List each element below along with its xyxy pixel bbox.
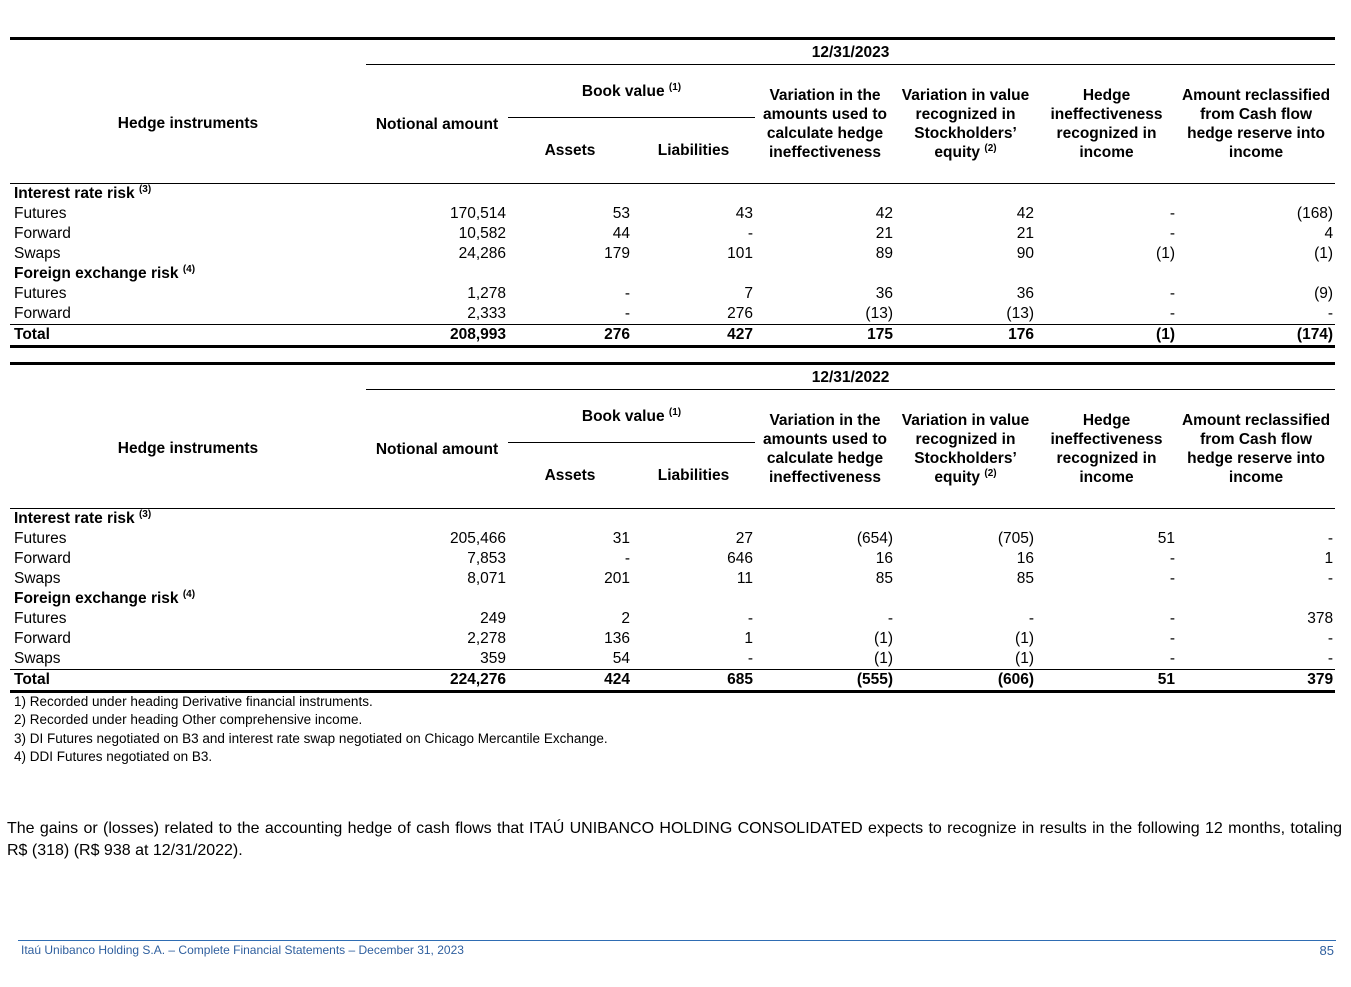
- cell-value: (1): [874, 630, 893, 647]
- total-label: Total: [10, 670, 366, 692]
- row-label: Forward: [14, 630, 71, 647]
- col-book-value: [508, 390, 755, 443]
- table-row: [10, 224, 1335, 244]
- cell-value: -: [1169, 225, 1175, 242]
- cell-value: 27: [735, 530, 753, 547]
- group-note: (3): [138, 183, 152, 195]
- cell-value: 24,286: [458, 245, 506, 262]
- cell-value: (1): [1015, 630, 1034, 647]
- cell-value: 179: [604, 245, 630, 262]
- cell-value: -: [1169, 570, 1175, 587]
- cell-value: 11: [736, 570, 753, 587]
- cell-value: 1: [744, 630, 753, 647]
- cell-value: 43: [735, 205, 753, 222]
- cell-value: 51: [1157, 530, 1175, 547]
- cell-value: -: [1327, 570, 1334, 587]
- cell-value: -: [1169, 550, 1175, 567]
- col-hedge-instruments: Hedge instruments: [10, 390, 366, 509]
- col-amount-reclassified: Amount reclassified from Cash flow hedge reserve into income: [1177, 65, 1335, 184]
- variation-value-label: Variation in value recognized in Stockholders’ equity: [901, 412, 1030, 486]
- cell-value: 2,278: [467, 630, 506, 647]
- cell-value: 359: [480, 650, 506, 667]
- col-book-value: [508, 65, 755, 118]
- footnote-1: 1) Recorded under heading Derivative financial instruments.: [14, 694, 373, 709]
- cell-value: 16: [875, 550, 893, 567]
- col-assets: Assets: [508, 118, 632, 184]
- col-variation-value: [895, 390, 1036, 509]
- cell-value: -: [1169, 610, 1175, 627]
- col-notional-amount: Notional amount: [366, 390, 508, 509]
- cell-value: -: [1169, 305, 1175, 322]
- total-row: [10, 670, 1335, 692]
- cell-value: 90: [1016, 245, 1034, 262]
- group-header: [10, 589, 1335, 609]
- cell-value: -: [747, 225, 753, 242]
- row-label: Forward: [14, 550, 71, 567]
- cell-value: (168): [1296, 205, 1334, 222]
- table-row: [10, 304, 1335, 325]
- cell-value: 205,466: [449, 530, 506, 547]
- table-row: [10, 569, 1335, 589]
- cash-flow-hedge-paragraph: The gains or (losses) related to the accounting hedge of cash flows that ITAÚ UNIBANCO HOLDING CONSOLIDATED expects to recognize in results in the following 12 months, totaling R$ (318) (R$ 938 at 12/31/2022).: [7, 820, 1342, 859]
- total-row: [10, 325, 1335, 347]
- table-row: [10, 284, 1335, 304]
- row-label: Futures: [14, 530, 67, 547]
- total-value: 379: [1177, 670, 1335, 692]
- group-header: [10, 264, 1335, 284]
- cell-value: -: [624, 285, 630, 302]
- cell-value: 10,582: [458, 225, 506, 242]
- cell-value: 31: [612, 530, 630, 547]
- col-assets: Assets: [508, 443, 632, 509]
- group-label: Interest rate risk: [14, 510, 135, 527]
- row-label: Swaps: [14, 570, 61, 587]
- col-liabilities: Liabilities: [632, 443, 755, 509]
- cell-value: -: [1169, 285, 1175, 302]
- cell-value: 378: [1307, 610, 1334, 627]
- total-value: 424: [508, 670, 632, 692]
- cell-value: -: [747, 650, 753, 667]
- cell-value: 21: [875, 225, 893, 242]
- variation-value-label: Variation in value recognized in Stockholders’ equity: [901, 87, 1030, 161]
- cell-value: 276: [727, 305, 753, 322]
- cell-value: 36: [1016, 285, 1034, 302]
- row-label: Forward: [14, 225, 71, 242]
- cell-value: 1,278: [467, 285, 506, 302]
- cell-value: (13): [1006, 305, 1034, 322]
- col-amount-reclassified: Amount reclassified from Cash flow hedge reserve into income: [1177, 390, 1335, 509]
- col-notional-amount: Notional amount: [366, 65, 508, 184]
- cell-value: 170,514: [449, 205, 506, 222]
- col-liabilities: Liabilities: [632, 118, 755, 184]
- cell-value: -: [624, 550, 630, 567]
- cell-value: 201: [604, 570, 630, 587]
- cell-value: 85: [1016, 570, 1034, 587]
- total-value: 175: [755, 325, 895, 347]
- total-value: 276: [508, 325, 632, 347]
- total-value: 176: [895, 325, 1036, 347]
- cell-value: 42: [875, 205, 893, 222]
- cell-value: 2: [621, 610, 630, 627]
- cell-value: 85: [875, 570, 893, 587]
- cell-value: (1): [1314, 245, 1334, 262]
- row-label: Futures: [14, 205, 67, 222]
- total-value: (1): [1036, 325, 1177, 347]
- book-value-note: (1): [668, 406, 682, 418]
- group-header: [10, 509, 1335, 530]
- cell-value: -: [1169, 650, 1175, 667]
- variation-value-note: (2): [984, 467, 997, 479]
- variation-value-note: (2): [984, 142, 997, 154]
- period-header: 12/31/2022: [366, 364, 1335, 390]
- hedge-table-2022: [10, 362, 1335, 693]
- row-label: Forward: [14, 305, 71, 322]
- cell-value: 136: [604, 630, 630, 647]
- footnote-4: 4) DDI Futures negotiated on B3.: [14, 748, 213, 764]
- cell-value: 101: [727, 245, 753, 262]
- cell-value: 646: [727, 550, 753, 567]
- hedge-table-2023: [10, 37, 1335, 348]
- total-label: Total: [10, 325, 366, 347]
- cell-value: -: [1327, 650, 1334, 667]
- footer-divider: [18, 940, 1336, 941]
- period-header: 12/31/2023: [366, 39, 1335, 65]
- table-row: [10, 549, 1335, 569]
- cell-value: 44: [612, 225, 630, 242]
- col-variation-value: [895, 65, 1036, 184]
- cell-value: -: [624, 305, 630, 322]
- total-value: (174): [1177, 325, 1335, 347]
- table-row: [10, 609, 1335, 629]
- cell-value: 1: [1324, 550, 1334, 567]
- group-header: [10, 184, 1335, 205]
- cell-value: 54: [612, 650, 630, 667]
- cell-value: 89: [875, 245, 893, 262]
- cell-value: (13): [865, 305, 893, 322]
- table-row: [10, 629, 1335, 649]
- cell-value: (9): [1314, 285, 1334, 302]
- cell-value: 53: [612, 205, 630, 222]
- footnote-3: 3) DI Futures negotiated on B3 and interest rate swap negotiated on Chicago Mercantile Exchange.: [14, 730, 608, 746]
- cell-value: -: [1169, 630, 1175, 647]
- col-variation-amounts: Variation in the amounts used to calculate hedge ineffectiveness: [755, 390, 895, 509]
- book-value-note: (1): [668, 81, 682, 93]
- cell-value: 16: [1016, 550, 1034, 567]
- cell-value: -: [887, 610, 893, 627]
- cell-value: -: [1028, 610, 1034, 627]
- cell-value: (654): [856, 530, 893, 547]
- page-number: 85: [1319, 943, 1334, 958]
- table-row: [10, 529, 1335, 549]
- footnote-2: 2) Recorded under heading Other comprehensive income.: [14, 712, 363, 728]
- cell-value: 4: [1324, 225, 1334, 242]
- table-row: [10, 244, 1335, 264]
- row-label: Futures: [14, 610, 67, 627]
- col-hedge-ineffectiveness: Hedge ineffectiveness recognized in income: [1036, 65, 1177, 184]
- total-value: 427: [632, 325, 755, 347]
- cell-value: -: [1327, 305, 1334, 322]
- cell-value: 36: [875, 285, 893, 302]
- row-label: Futures: [14, 285, 67, 302]
- total-value: (606): [895, 670, 1036, 692]
- cell-value: 7,853: [467, 550, 506, 567]
- cell-value: -: [1327, 630, 1334, 647]
- group-note: (3): [138, 508, 152, 520]
- row-label: Swaps: [14, 650, 61, 667]
- total-value: 208,993: [366, 325, 508, 347]
- cell-value: -: [1327, 530, 1334, 547]
- cell-value: (705): [997, 530, 1034, 547]
- group-label: Foreign exchange risk: [14, 265, 179, 282]
- row-label: Swaps: [14, 245, 61, 262]
- total-value: 51: [1036, 670, 1177, 692]
- cell-value: (1): [1015, 650, 1034, 667]
- cell-value: (1): [874, 650, 893, 667]
- cell-value: 249: [480, 610, 506, 627]
- cell-value: -: [1169, 205, 1175, 222]
- cell-value: 2,333: [467, 305, 506, 322]
- cell-value: 8,071: [467, 570, 506, 587]
- total-value: 685: [632, 670, 755, 692]
- book-value-label: Book value: [581, 82, 665, 100]
- total-value: (555): [755, 670, 895, 692]
- col-variation-amounts: Variation in the amounts used to calculate hedge ineffectiveness: [755, 65, 895, 184]
- col-hedge-instruments: Hedge instruments: [10, 65, 366, 184]
- cell-value: 42: [1016, 205, 1034, 222]
- col-hedge-ineffectiveness: Hedge ineffectiveness recognized in income: [1036, 390, 1177, 509]
- table-row: [10, 204, 1335, 224]
- group-label: Interest rate risk: [14, 185, 135, 202]
- group-note: (4): [182, 588, 196, 600]
- cell-value: 21: [1016, 225, 1034, 242]
- cell-value: -: [747, 610, 753, 627]
- footer-title: Itaú Unibanco Holding S.A. – Complete Financial Statements – December 31, 2023: [21, 943, 464, 957]
- table-row: [10, 649, 1335, 670]
- group-note: (4): [182, 263, 196, 275]
- cell-value: (1): [1156, 245, 1175, 262]
- book-value-label: Book value: [581, 407, 665, 425]
- total-value: 224,276: [366, 670, 508, 692]
- footnotes: [14, 693, 608, 766]
- cell-value: 7: [744, 285, 753, 302]
- group-label: Foreign exchange risk: [14, 590, 179, 607]
